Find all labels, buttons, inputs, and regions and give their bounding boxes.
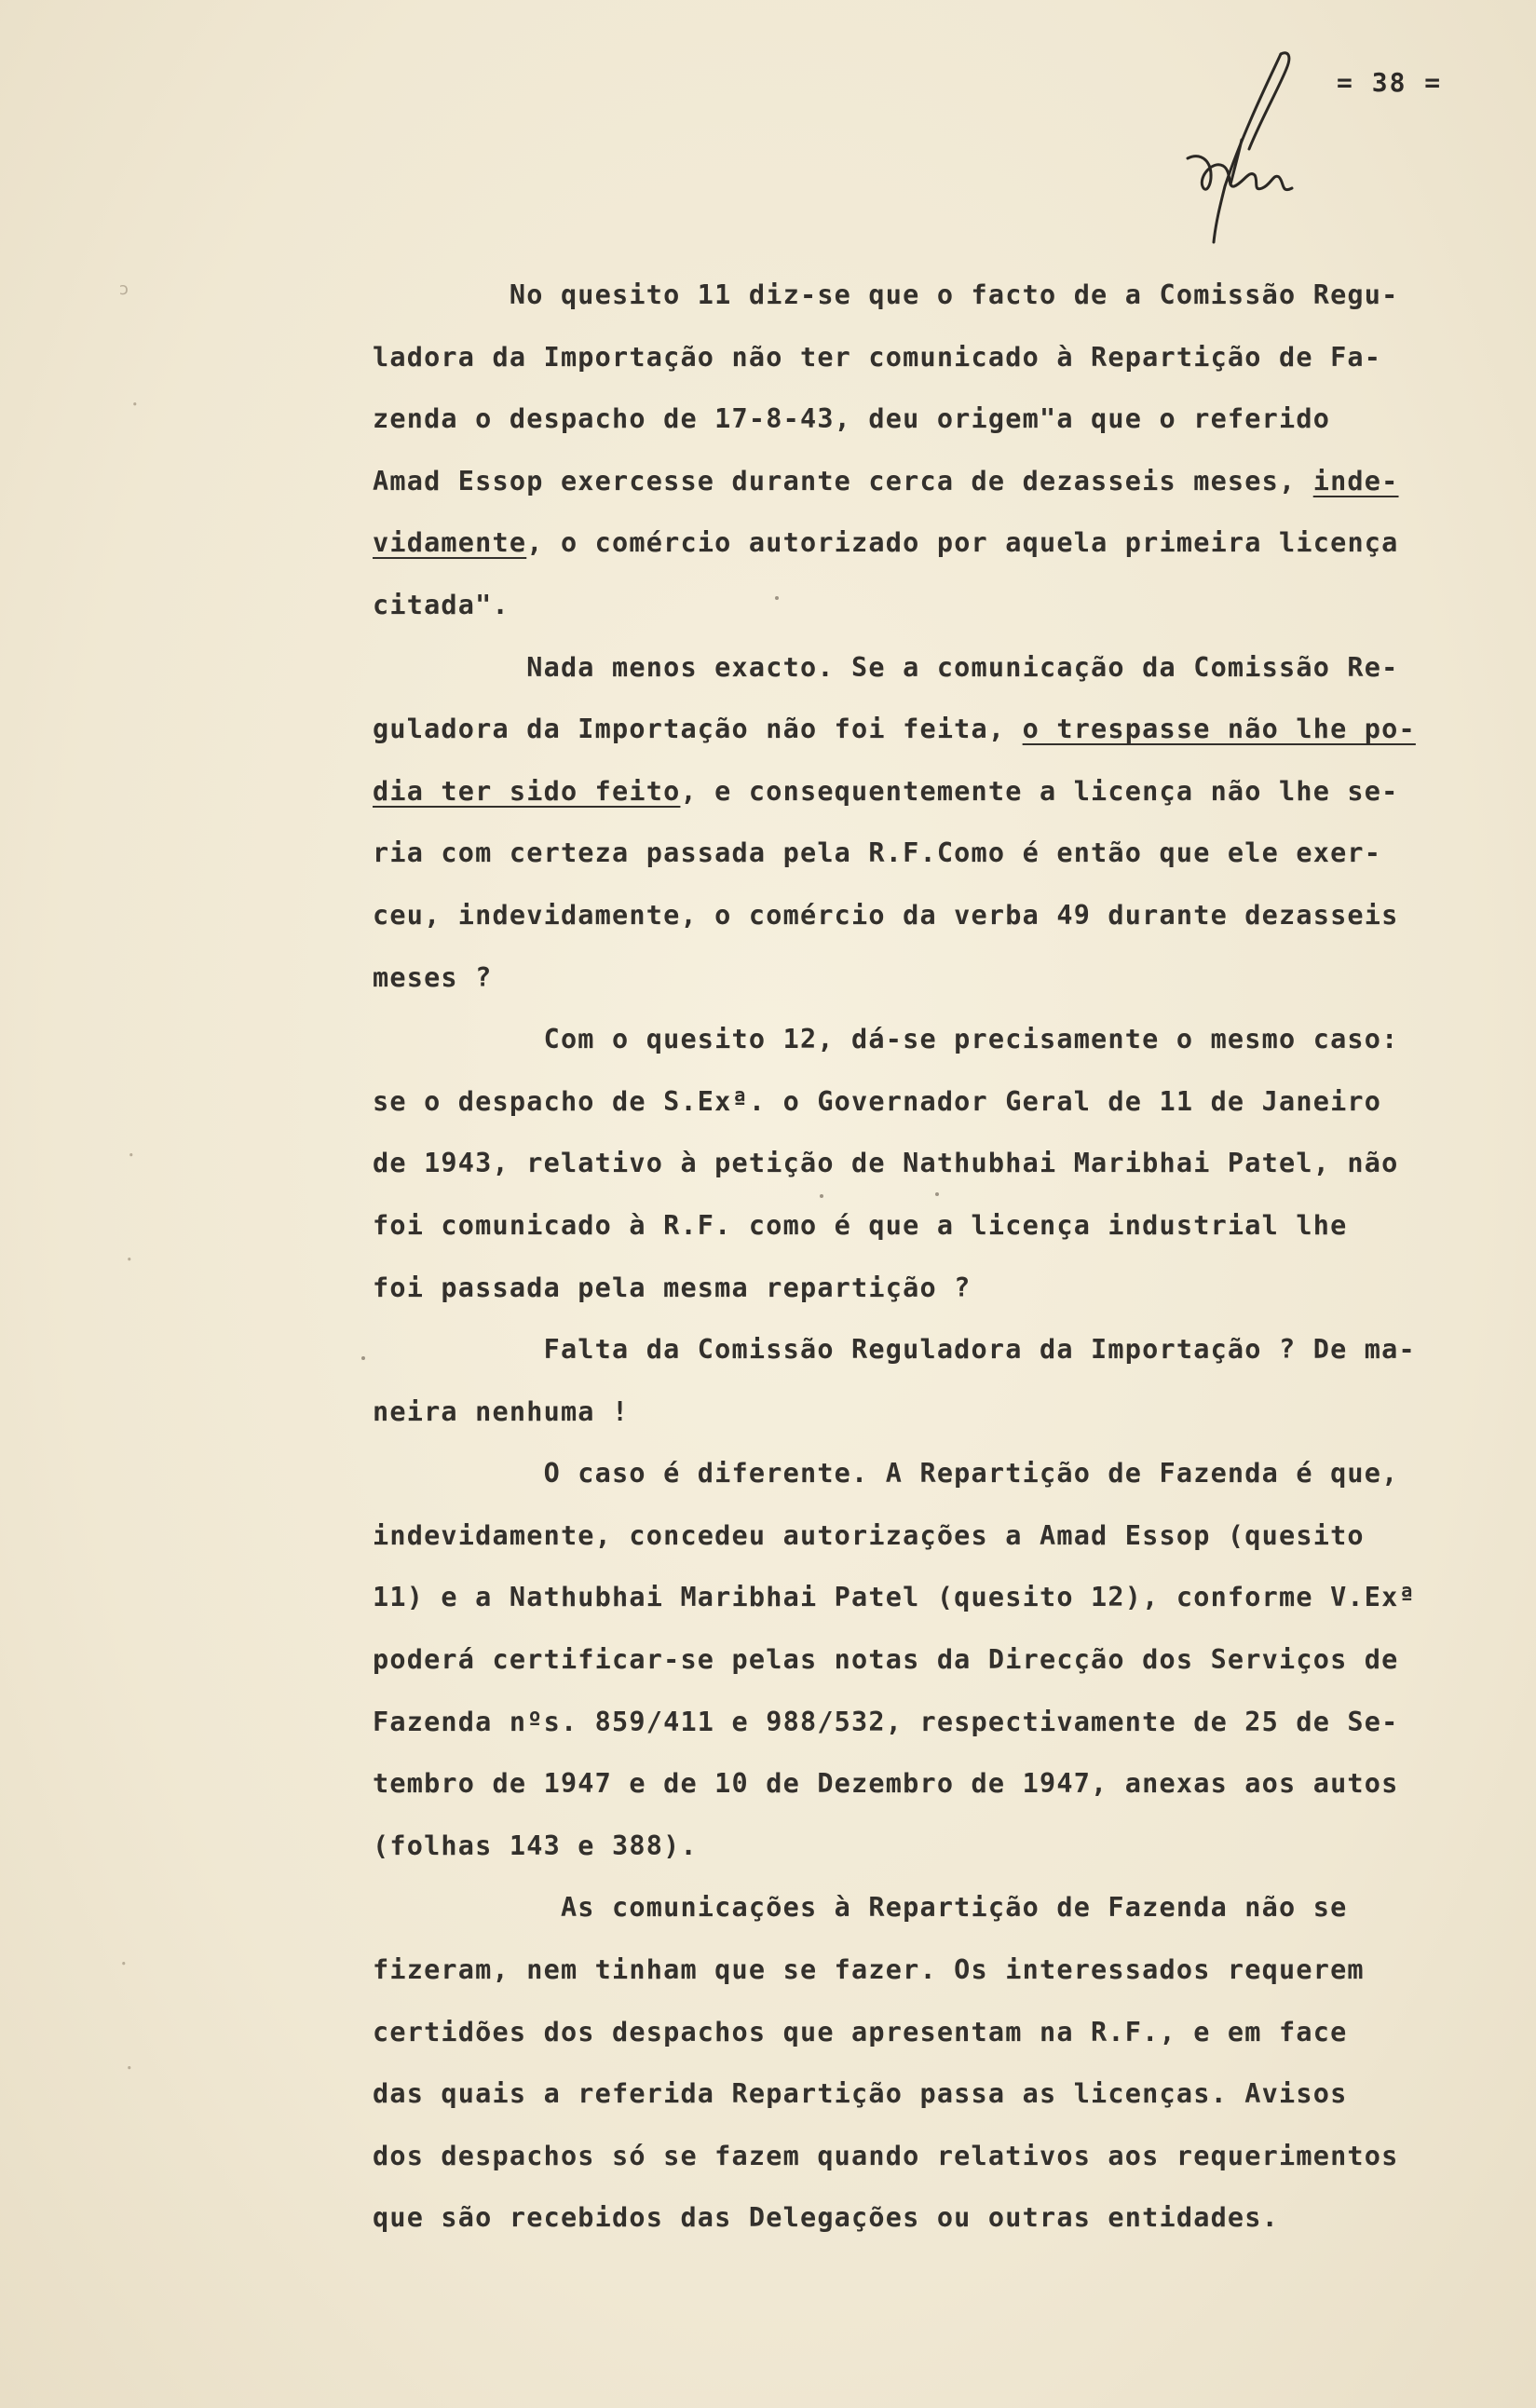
text-segment: , o comércio autorizado por aquela primeira licença [526, 527, 1399, 559]
text-segment: indevidamente, concedeu autorizações a Amad Essop (quesito [373, 1519, 1365, 1551]
text-segment: citada". [373, 589, 510, 620]
underlined-text: vidamente [373, 527, 527, 559]
paper-speck [935, 1192, 939, 1196]
margin-mark: ꞏ [127, 1250, 132, 1270]
text-line [373, 823, 1490, 885]
signature-mark [1169, 47, 1327, 256]
text-segment: No quesito 11 diz-se que o facto de a Comissão Regu- [373, 279, 1399, 310]
text-line [373, 575, 1490, 637]
text-segment: tembro de 1947 e de 10 de Dezembro de 1947, anexas aos autos [373, 1768, 1399, 1800]
text-segment: fizeram, nem tinham que se fazer. Os interessados requerem [373, 1954, 1365, 1986]
text-line [373, 1692, 1490, 1754]
text-line [373, 1567, 1490, 1629]
text-line [373, 1258, 1490, 1320]
text-segment: , e consequentemente a licença não lhe se- [680, 775, 1399, 807]
text-line [373, 1133, 1490, 1195]
text-line [373, 327, 1490, 389]
text-line [373, 1195, 1490, 1258]
text-line [373, 1753, 1490, 1816]
text-line [373, 2002, 1490, 2064]
text-line [373, 1939, 1490, 2002]
margin-mark: ↄ [119, 279, 129, 299]
text-line [373, 1505, 1490, 1568]
page-number: = 38 = [1337, 67, 1443, 98]
paper-speck [775, 596, 779, 600]
text-segment: certidões dos despachos que apresentam na R.F., e em face [373, 2016, 1348, 2047]
text-segment: guladora da Importação não foi feita, [373, 714, 1023, 745]
text-line [373, 2126, 1490, 2188]
text-segment: que são recebidos das Delegações ou outras entidades. [373, 2202, 1279, 2234]
text-line [373, 1381, 1490, 1444]
text-segment: Amad Essop exercesse durante cerca de dezasseis meses, [373, 465, 1313, 497]
text-segment: poderá certificar-se pelas notas da Direcção dos Serviços de [373, 1644, 1399, 1676]
text-segment: foi passada pela mesma repartição ? [373, 1272, 972, 1303]
margin-mark: ꞏ [121, 1954, 127, 1974]
underlined-text: inde- [1312, 465, 1399, 497]
text-segment: As comunicações à Repartição de Fazenda não se [373, 1892, 1348, 1924]
text-segment: dos despachos só se fazem quando relativos aos requerimentos [373, 2140, 1399, 2171]
text-segment: Com o quesito 12, dá-se precisamente o mesmo caso: [373, 1024, 1399, 1055]
text-segment: Nada menos exacto. Se a comunicação da Comissão Re- [373, 651, 1399, 683]
text-segment: foi comunicado à R.F. como é que a licença industrial lhe [373, 1209, 1348, 1241]
margin-mark: ꞏ [127, 2059, 132, 2078]
text-line [373, 2063, 1490, 2126]
underlined-text: dia ter sido feito [373, 775, 681, 807]
text-segment: ria com certeza passada pela R.F.Como é então que ele exer- [373, 837, 1382, 869]
text-line [373, 512, 1490, 575]
text-segment: das quais a referida Repartição passa as licenças. Avisos [373, 2078, 1348, 2110]
margin-mark: ꞏ [129, 1146, 134, 1165]
text-line [373, 1629, 1490, 1692]
letter-body [373, 265, 1490, 2250]
text-segment: neira nenhuma ! [373, 1395, 630, 1427]
text-line [373, 1443, 1490, 1505]
text-segment: meses ? [373, 961, 493, 993]
text-line [373, 1319, 1490, 1381]
text-segment: (folhas 143 e 388). [373, 1830, 698, 1861]
text-segment: O caso é diferente. A Repartição de Fazenda é que, [373, 1458, 1399, 1490]
paper-speck [361, 1356, 365, 1360]
text-line [373, 451, 1490, 513]
text-segment: 11) e a Nathubhai Maribhai Patel (quesito 12), conforme V.Exª [373, 1582, 1416, 1613]
paper-speck [820, 1194, 823, 1198]
text-segment: zenda o despacho de 17-8-43, deu origem"a que o referido [373, 403, 1331, 435]
text-line [373, 1877, 1490, 1939]
text-line [373, 699, 1490, 761]
text-segment: Fazenda nºs. 859/411 e 988/532, respectivamente de 25 de Se- [373, 1706, 1399, 1737]
text-line [373, 1816, 1490, 1878]
text-segment: ladora da Importação não ter comunicado à Repartição de Fa- [373, 341, 1382, 373]
text-line [373, 761, 1490, 823]
text-line [373, 885, 1490, 947]
text-segment: se o despacho de S.Exª. o Governador Geral de 11 de Janeiro [373, 1085, 1382, 1117]
text-line [373, 947, 1490, 1010]
text-line [373, 1071, 1490, 1134]
underlined-text: o trespasse não lhe po- [1022, 714, 1416, 745]
text-segment: Falta da Comissão Reguladora da Importação ? De ma- [373, 1334, 1416, 1366]
margin-mark: ꞏ [132, 395, 138, 415]
text-line [373, 2187, 1490, 2250]
text-line [373, 637, 1490, 700]
text-segment: ceu, indevidamente, o comércio da verba 49 durante dezasseis [373, 899, 1399, 931]
text-line [373, 388, 1490, 451]
text-segment: de 1943, relativo à petição de Nathubhai Maribhai Patel, não [373, 1148, 1399, 1179]
text-line [373, 1009, 1490, 1071]
text-line [373, 265, 1490, 327]
